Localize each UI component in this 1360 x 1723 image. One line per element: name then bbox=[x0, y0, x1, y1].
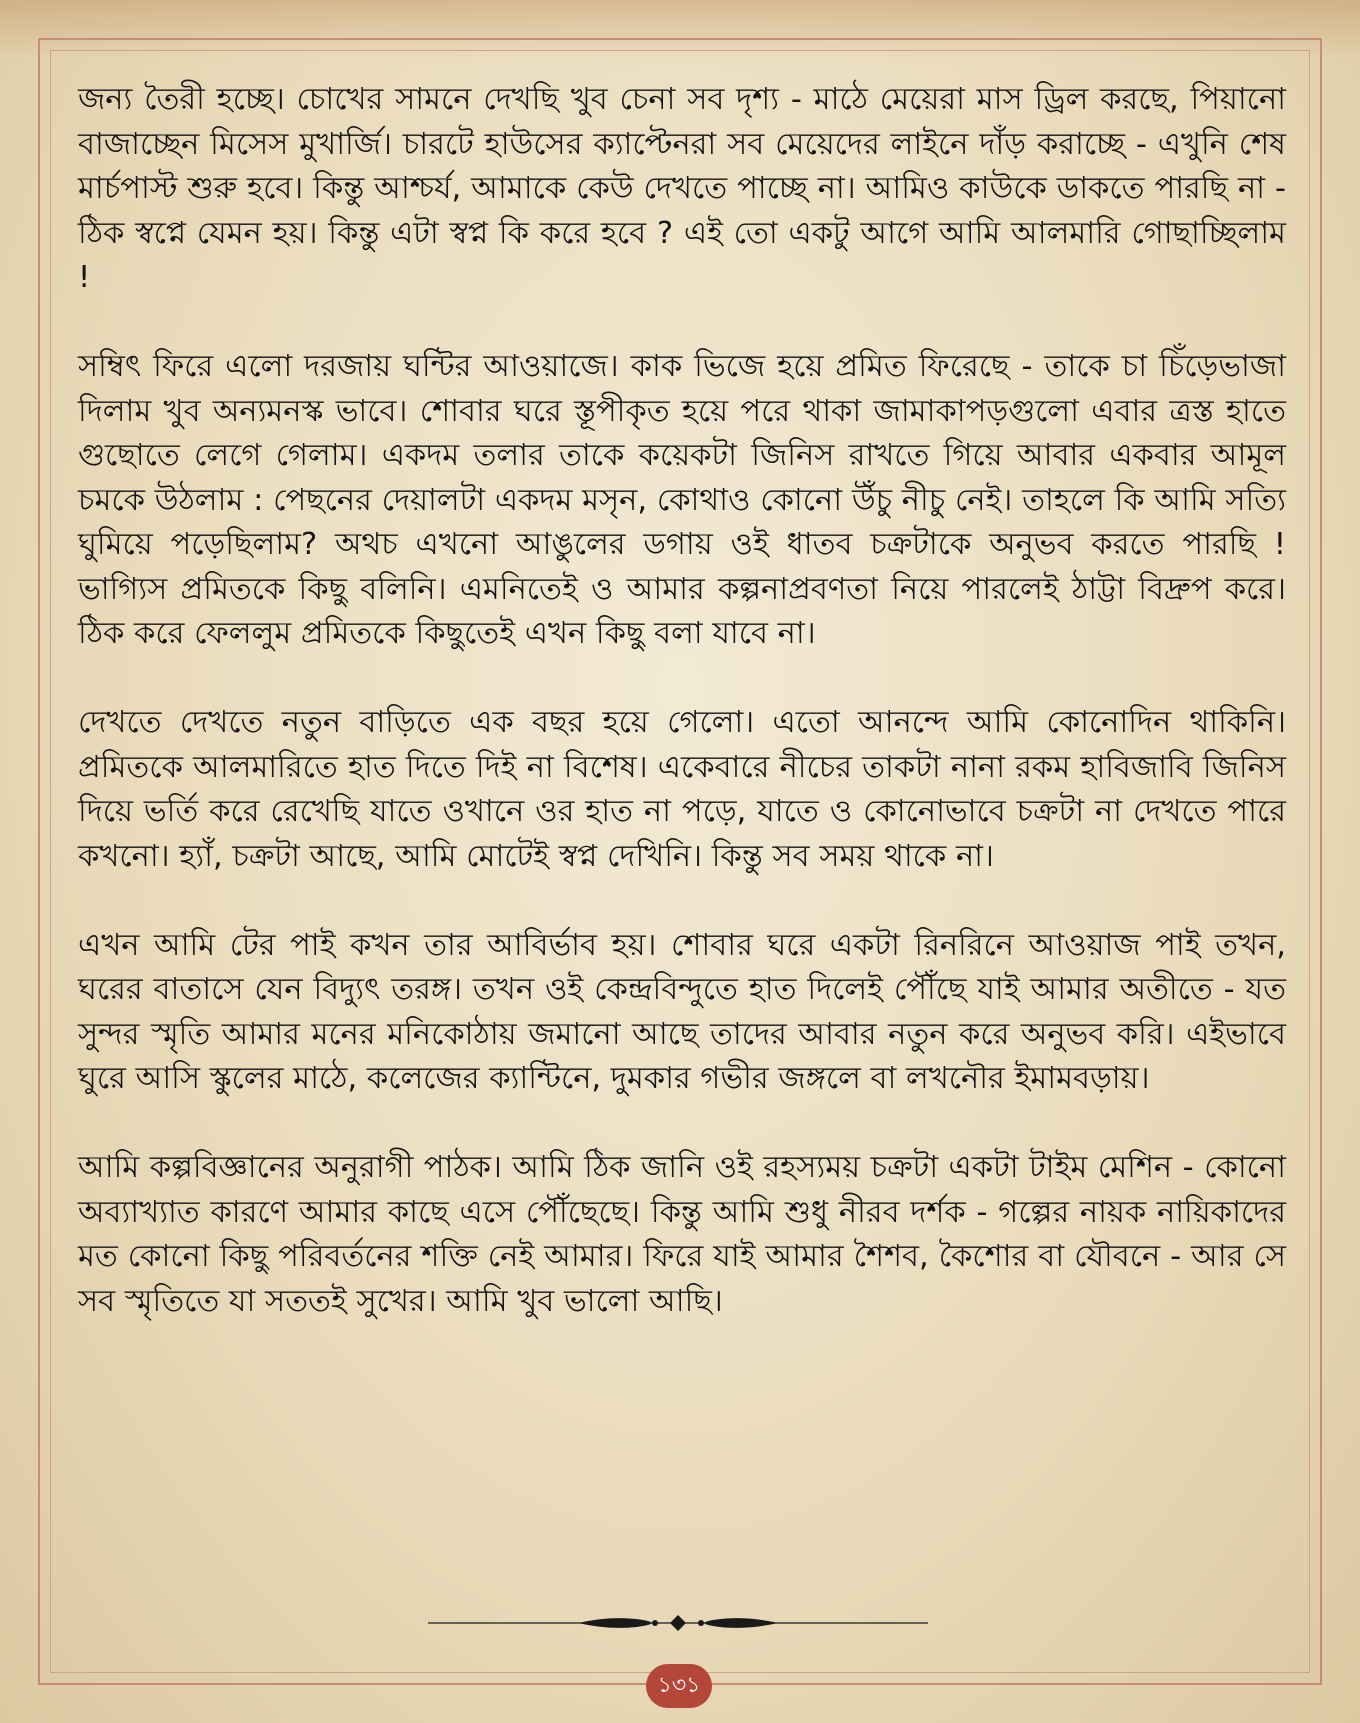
paragraph-4: এখন আমি টের পাই কখন তার আবির্ভাব হয়। শোবার ঘরে একটা রিনরিনে আওয়াজ পাই তখন, ঘরের বাতাসে যেন বিদ্যুৎ তরঙ্গ। তখন ওই কেন্দ্রবিন্দুতে হাত দিলেই পৌঁছে যাই আমার অতীতে - যত সুন্দর স্মৃতি আমার মনের মনিকোঠায় জমানো আছে তাদের আবার নতুন করে অনুভব করি। এইভাবে ঘুরে আসি স্কুলের মাঠে, কলেজের ক্যান্টিনে, দুমকার গভীর জঙ্গলে বা লখনৌর ইমামবড়ায়। bbox=[78, 927, 1286, 1096]
paragraph-5: আমি কল্পবিজ্ঞানের অনুরাগী পাঠক। আমি ঠিক জানি ওই রহস্যময় চক্রটা একটা টাইম মেশিন - কোনো অব্যাখ্যাত কারণে আমার কাছে এসে পৌঁছেছে। কিন্তু আমি শুধু নীরব দর্শক - গল্পের নায়ক নায়িকাদের মত কোনো কিছু পরিবর্তনের শক্তি নেই আমার। ফিরে যাই আমার শৈশব, কৈশোর বা যৌবনে - আর সে সব স্মৃতিতে যা সততই সুখের। আমি খুব ভালো আছি। bbox=[78, 1150, 1286, 1319]
page-number-badge: ১৩১ bbox=[646, 1664, 712, 1708]
paragraph-3: দেখতে দেখতে নতুন বাড়িতে এক বছর হয়ে গেলো। এতো আনন্দে আমি কোনোদিন থাকিনি। প্রমিতকে আলমারিতে হাত দিতে দিই না বিশেষ। একেবারে নীচের তাকটা নানা রকম হাবিজাবি জিনিস দিয়ে ভর্তি করে রেখেছি যাতে ওখানে ওর হাত না পড়ে, যাতে ও কোনোভাবে চক্রটা না দেখতে পারে কখনো। হ্যাঁ, চক্রটা আছে, আমি মোটেই স্বপ্ন দেখিনি। কিন্তু সব সময় থাকে না। bbox=[78, 705, 1286, 874]
paragraph-1: জন্য তৈরী হচ্ছে। চোখের সামনে দেখছি খুব চেনা সব দৃশ্য - মাঠে মেয়েরা মাস ড্রিল করছে, পিয়ানো বাজাচ্ছেন মিসেস মুখার্জি। চারটে হাউসের ক্যাপ্টেনরা সব মেয়েদের লাইনে দাঁড় করাচ্ছে - এখুনি শেষ মার্চপাস্ট শুরু হবে। কিন্তু আশ্চর্য, আমাকে কেউ দেখতে পাচ্ছে না। আমিও কাউকে ডাকতে পারছি না - ঠিক স্বপ্নে যেমন হয়। কিন্তু এটা স্বপ্ন কি করে হবে ? এই তো একটু আগে আমি আলমারি গোছাচ্ছিলাম ! bbox=[78, 82, 1286, 295]
divider-ornament-icon bbox=[428, 1608, 928, 1638]
paragraph-2: সম্বিৎ ফিরে এলো দরজায় ঘন্টির আওয়াজে। কাক ভিজে হয়ে প্রমিত ফিরেছে - তাকে চা চিঁড়েভাজা দিলাম খুব অন্যমনস্ক ভাবে। শোবার ঘরে স্তূপীকৃত হয়ে পরে থাকা জামাকাপড়গুলো এবার ত্রস্ত হাতে গুছোতে লেগে গেলাম। একদম তলার তাকে কয়েকটা জিনিস রাখতে গিয়ে আবার একবার আমূল চমকে উঠলাম : পেছনের দেয়ালটা একদম মসৃন, কোথাও কোনো উঁচু নীচু নেই। তাহলে কি আমি সত্যি ঘুমিয়ে পড়েছিলাম? অথচ এখনো আঙুলের ডগায় ওই ধাতব চক্রটাকে অনুভব করতে পারছি ! ভাগ্যিস প্রমিতকে কিছু বলিনি। এমনিতেই ও আমার কল্পনাপ্রবণতা নিয়ে পারলেই ঠাট্টা বিদ্রুপ করে। ঠিক করে ফেললুম প্রমিতকে কিছুতেই এখন কিছু বলা যাবে না। bbox=[78, 349, 1286, 651]
story-text bbox=[78, 78, 1286, 1324]
